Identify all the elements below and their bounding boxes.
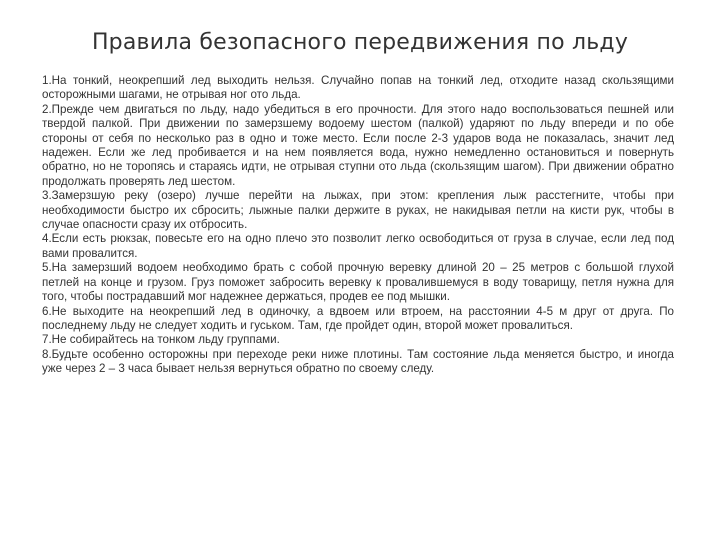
rule-item-7: 7.Не собирайтесь на тонком льду группами. [42,333,280,347]
rules-list [42,74,674,377]
rule-item-3: 3.Замерзшую реку (озеро) лучше перейти на лыжах, при этом: крепления лыж расстегните, чтобы при необходимости быстро их сбросить; лыжные палки держите в руках, не накидывая петли на кисти рук, чтобы в случае опасности сразу их отбросить. [42,189,674,232]
rule-item-4: 4.Если есть рюкзак, повесьте его на одно плечо это позволит легко освободиться от груза в случае, если лед под вами провалится. [42,232,674,260]
rule-item-1: 1.На тонкий, неокрепший лед выходить нельзя. Случайно попав на тонкий лед, отходите назад скользящими осторожными шагами, не отрывая ног ото льда. [42,74,674,102]
rule-item-5: 5.На замерзший водоем необходимо брать с собой прочную веревку длиной 20 – 25 метров с большой глухой петлей на конце и грузом. Груз поможет забросить веревку к провалившемуся в воду товарищу, петля нужна для того, чтобы пострадавший мог надежнее держаться, продев ее под мышки. [42,261,674,304]
slide-title: Правила безопасного передвижения по льду [91,30,629,55]
rule-item-6: 6.Не выходите на неокрепший лед в одиночку, а вдвоем или втроем, на расстоянии 4-5 м друг от друга. По последнему льду не следует ходить и гуськом. Там, где пройдет один, второй может провалиться. [42,304,674,332]
rule-item-8: 8.Будьте особенно осторожны при переходе реки ниже плотины. Там состояние льда меняется быстро, и иногда уже через 2 – 3 часа бывает нельзя вернуться обратно по своему следу. [42,347,674,376]
rule-item-2: 2.Прежде чем двигаться по льду, надо убедиться в его прочности. Для этого надо воспользоваться пешней или твердой палкой. При движении по замерзшему водоему шестом (палкой) ударяют по льду впереди и по обе стороны от себя по несколько раз в одно и тоже место. Если после 2-3 ударов вода не показалась, значит лед надежен. Если же лед пробивается и на нем появляется вода, нужно немедленно остановиться и повернуть обратно, но не торопясь и стараясь идти, не отрывая ступни ото льда (скользящим шагом). При движении обратно продолжать проверять лед шестом. [42,102,674,188]
